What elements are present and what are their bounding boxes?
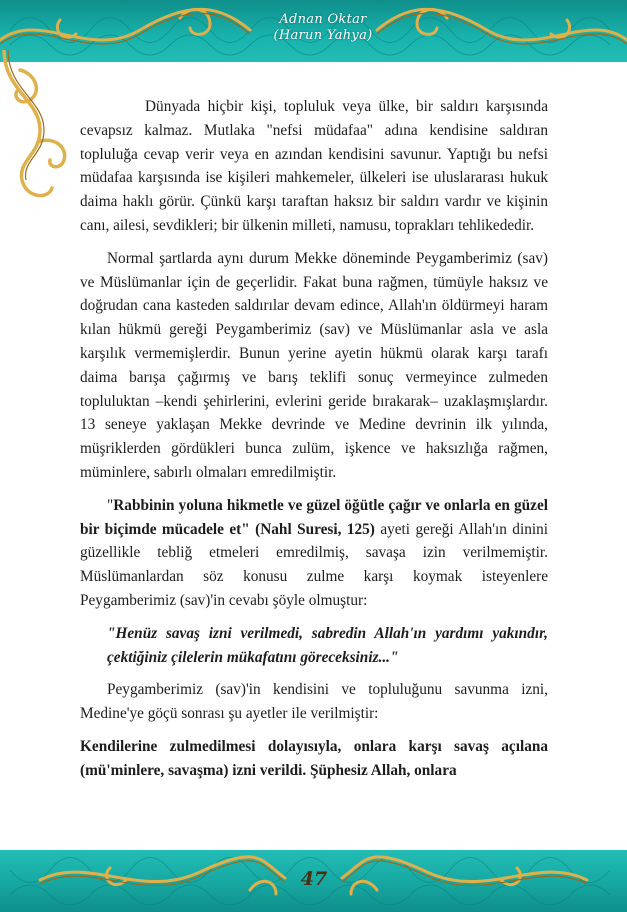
paragraph-4: Peygamberimiz (sav)'in kendisini ve topluluğunu savunma izni, Medine'ye göçü sonrası şu ayetler ile verilmiştir: (80, 681, 548, 723)
page-number: 47 (300, 868, 328, 890)
paragraph-2: Normal şartlarda aynı durum Mekke döneminde Peygamberimiz (sav) ve Müslümanlar için de geçerlidir. Fakat buna rağmen, tümüyle haksız ve doğrudan cana kasteden saldırılar devam edince, Allah'ın öldürmeyi haram kılan hükmü gereği Peygamberimiz (sav) ve Müslümanlar asla ve asla karşılık vermemişlerdir. Bunun yerine ayetin hükmü olarak karşı tarafı daima barışa çağırmış ve barış teklifi sonuç vermeyince zulmeden topluluktan –kendi şehirlerini, evlerini geride bırakarak– uzaklaşmışlardır. 13 seneye yaklaşan Mekke devrinde ve Medine devrinin ilk yılında, müşriklerden gördükleri bunca zulüm, işkence ve haksızlığa rağmen, müminlere, sabırlı olmaları emredilmiştir. (80, 249, 548, 481)
author-name: Adnan Oktar (279, 12, 367, 27)
verse-paragraph: Kendilerine zulmedilmesi dolayısıyla, onlara karşı savaş açılana (mü'minlere, savaşma) izni verildi. Şüphesiz Allah, onlara (80, 737, 548, 779)
paragraph-3 (80, 494, 548, 613)
page-body (80, 95, 548, 792)
author-alias: (Harun Yahya) (273, 28, 373, 43)
verse-citation: Rabbinin yoluna hikmetle ve güzel öğütle çağır ve onlarla en güzel bir biçimde mücadele et" (Nahl Suresi, 125) (80, 496, 548, 538)
hadith-quote: "Henüz savaş izni verilmedi, sabredin Allah'ın yardımı yakındır, çektiğiniz çilelerin mükafatını göreceksiniz..." (107, 624, 548, 666)
corner-flourish (0, 50, 90, 210)
quote-mark: " (107, 496, 114, 514)
author-signature (258, 12, 388, 44)
paragraph-1: Dünyada hiçbir kişi, topluluk veya ülke, bir saldırı karşısında cevapsız kalmaz. Mutlaka "nefsi müdafaa" adına kendisine saldıran topluluğa cevap verir veya en azından kendisini savunur. Yaptığı bu nefsi müdafaa karşısında ise kişileri mahkemeler, ülkeleri ise uluslararası hukuk daima haklı görür. Çünkü karşı taraftan haksız bir saldırı vardır ve kişinin canı, ailesi, sevdikleri; bir ülkenin milleti, namusu, toprakları tehlikededir. (80, 98, 548, 234)
paragraph-3-rest: ayeti gereği Allah'ın dinini güzellikle tebliğ etmeleri emredilmiş, savaşa izin verilmemiştir. Müslümanlardan söz konusu zulme karşı koymak isteyenlere Peygamberimiz (sav)'in cevabı şöyle olmuştur: (80, 520, 548, 609)
